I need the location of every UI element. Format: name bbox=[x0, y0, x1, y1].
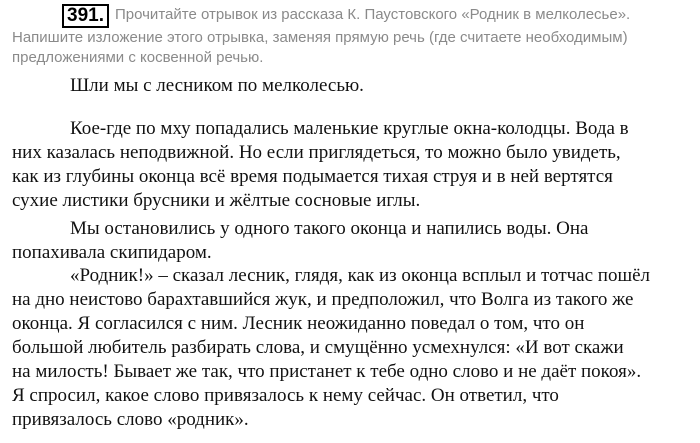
paragraph-1-line-1: Кое-где по мху попадались маленькие круглые окна-колодцы. Вода в bbox=[70, 118, 629, 139]
paragraph-3-line-5: на милость! Бывает же так, что пристанет к тебе одно слово и не даёт покоя». bbox=[12, 361, 642, 382]
task-line-3: предложениями с косвенной речью. bbox=[12, 49, 264, 66]
paragraph-1-line-4: сухие листики брусники и жёлтые сосновые иглы. bbox=[12, 190, 421, 211]
paragraph-1-line-2: них казалась неподвижной. Но если приглядеться, то можно было увидеть, bbox=[12, 142, 621, 163]
paragraph-3-line-4: большой любитель разбирать слова, и смущённо усмехнулся: «И вот скажи bbox=[12, 337, 624, 358]
paragraph-2 bbox=[12, 217, 696, 265]
paragraph-2-line-1: Мы остановились у одного такого оконца и напились воды. Она bbox=[70, 218, 589, 239]
paragraph-3 bbox=[12, 264, 696, 432]
task-line-1 bbox=[12, 4, 696, 28]
intro-sentence bbox=[12, 74, 696, 98]
paragraph-1 bbox=[12, 117, 696, 213]
paragraph-3-line-1: «Родник!» – сказал лесник, глядя, как из оконца всплыл и тотчас пошёл bbox=[70, 265, 651, 286]
paragraph-2-line-2: попахивала скипидаром. bbox=[12, 242, 212, 263]
task-text-1: Прочитайте отрывок из рассказа К. Паустовского «Родник в мелколесье». bbox=[114, 6, 631, 23]
task-line-2: Напишите изложение этого отрывка, заменяя прямую речь (где считаете необходимым) bbox=[12, 29, 628, 46]
paragraph-3-line-3: оконца. Я согласился с ним. Лесник неожиданно поведал о том, что он bbox=[12, 313, 585, 334]
paragraph-3-line-7: привязалось слово «родник». bbox=[12, 409, 249, 430]
paragraph-3-line-6: Я спросил, какое слово привязалось к нему сейчас. Он ответил, что bbox=[12, 385, 559, 406]
exercise-number: 391. bbox=[62, 4, 109, 28]
exercise-task bbox=[12, 4, 696, 68]
paragraph-1-line-3: как из глубины оконца всё время подымается тихая струя и в ней вертятся bbox=[12, 166, 613, 187]
intro-line: Шли мы с лесником по мелколесью. bbox=[70, 75, 364, 96]
paragraph-3-line-2: на дно неистово барахтавшийся жук, и предположил, что Волга из такого же bbox=[12, 289, 634, 310]
